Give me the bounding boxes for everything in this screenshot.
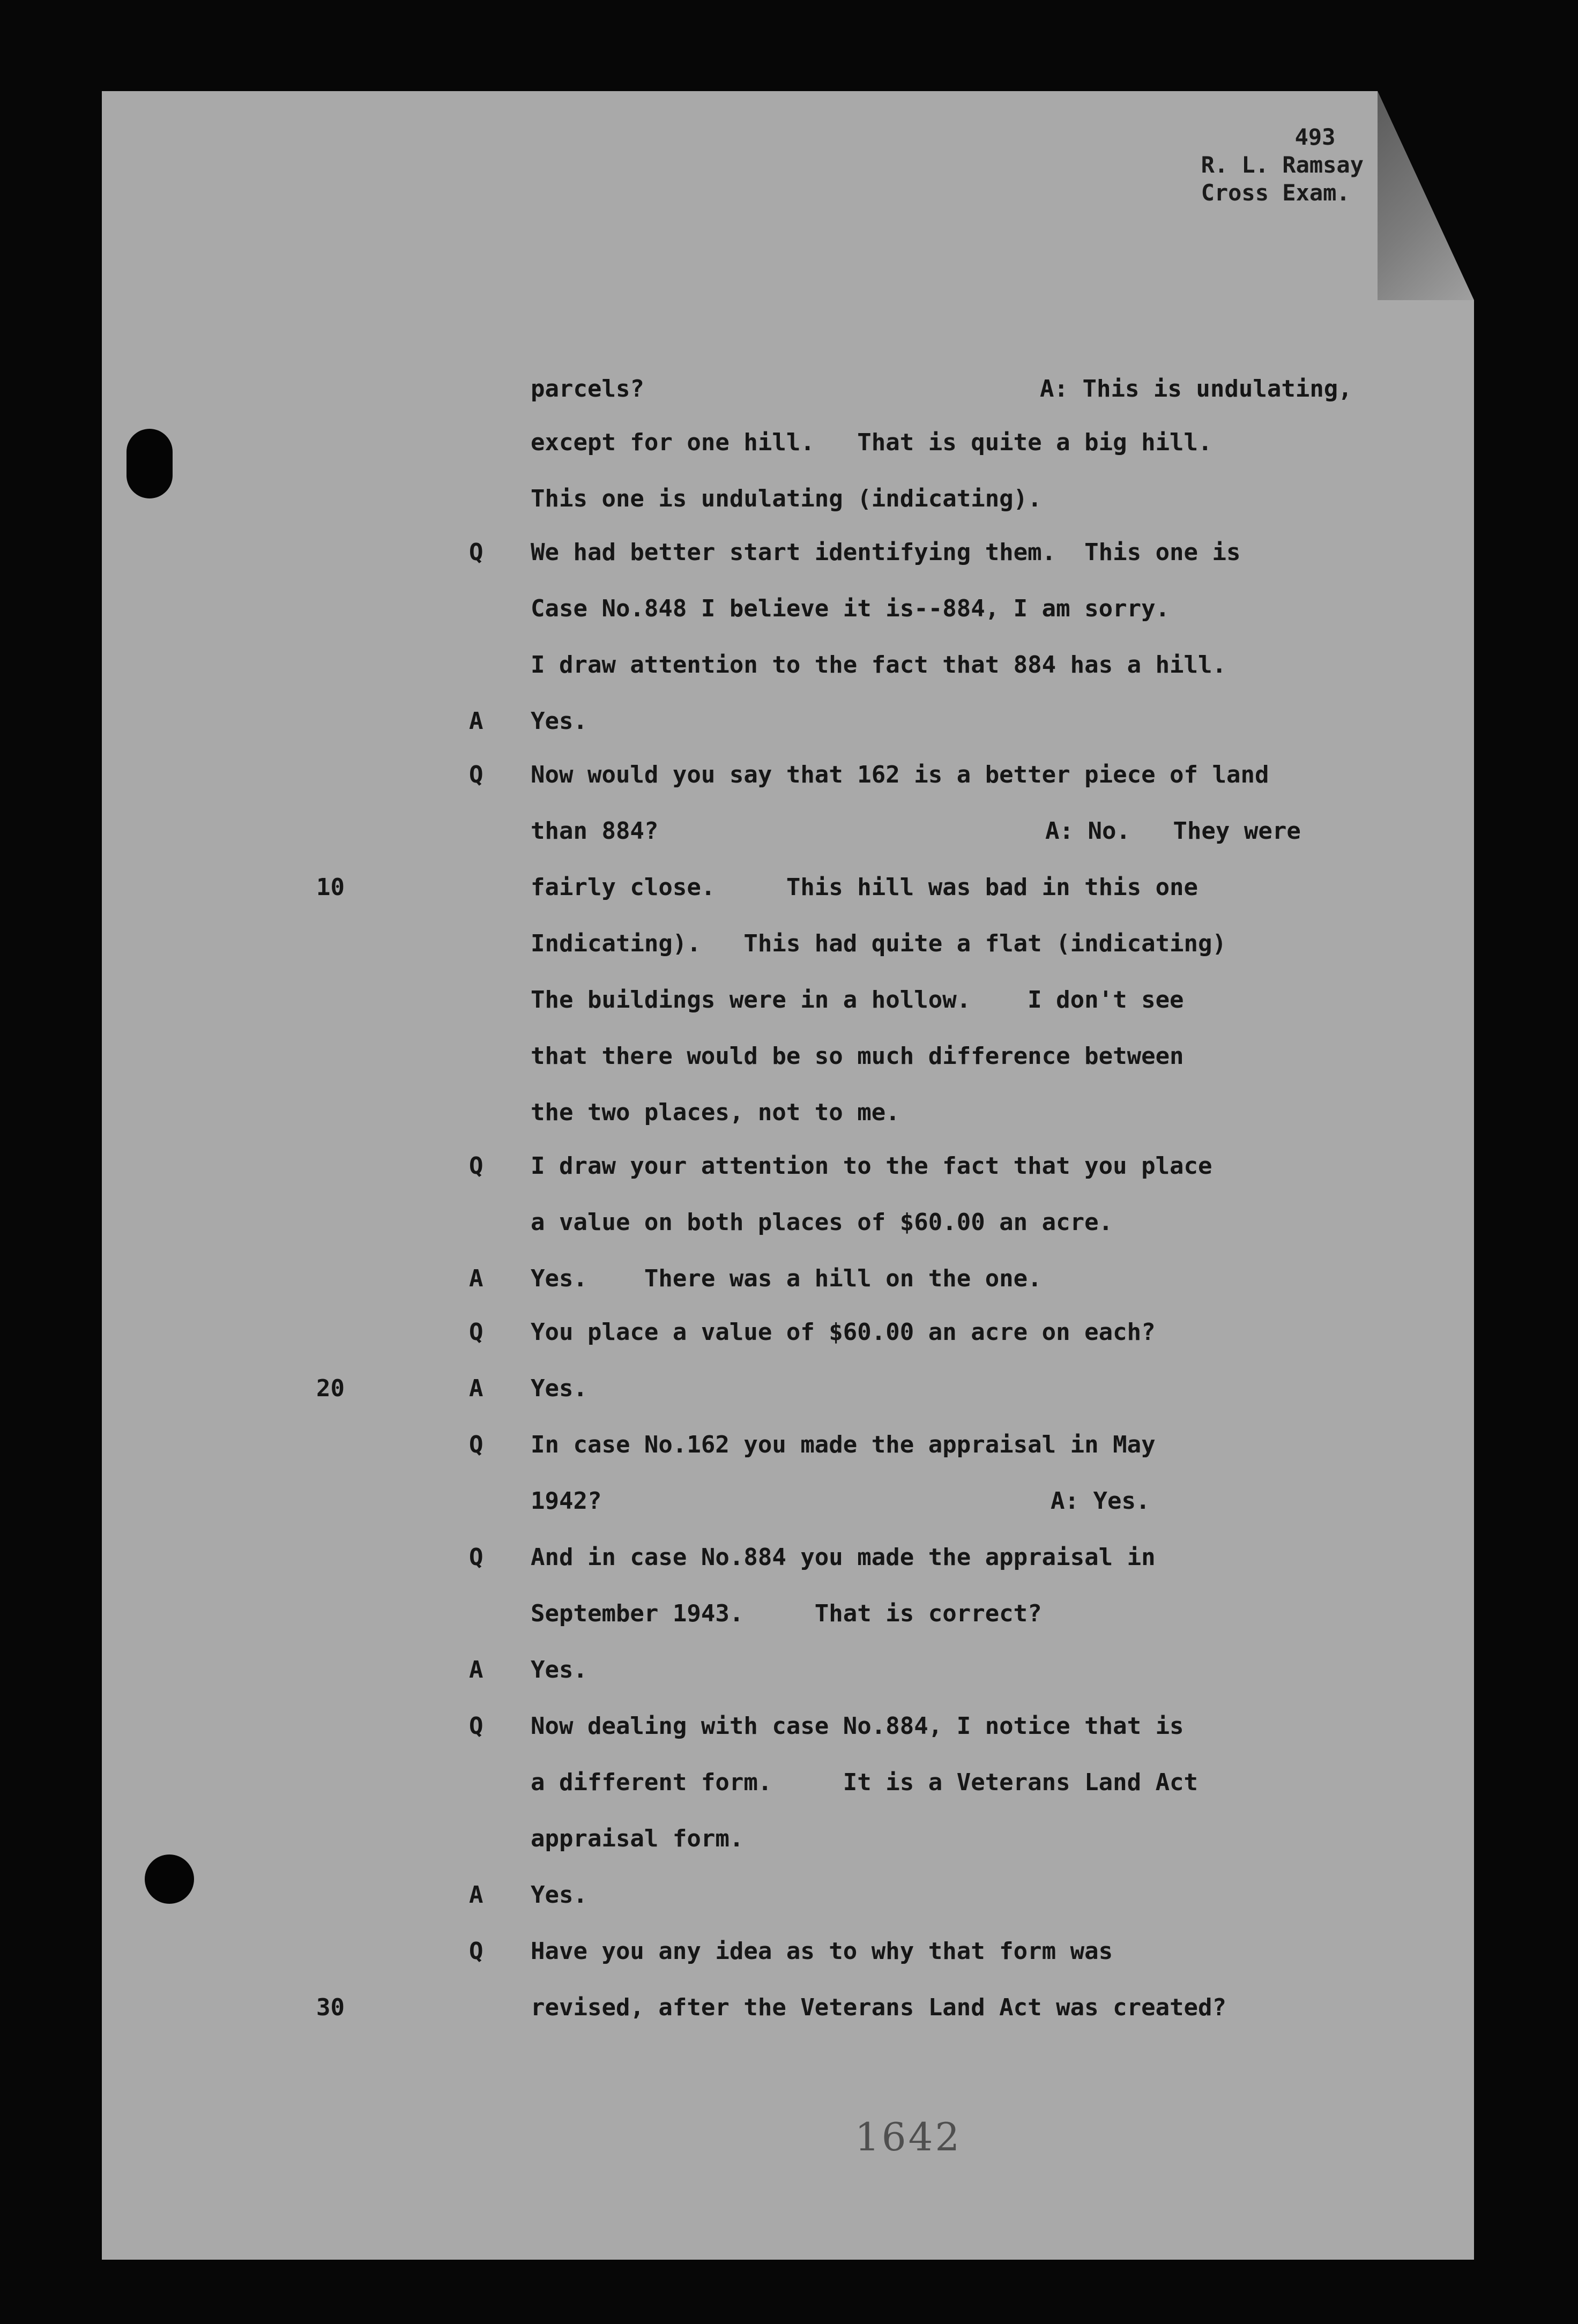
- transcript-line: [0, 1487, 1578, 1519]
- speaker-marker: Q: [469, 1712, 483, 1740]
- transcript-line: [0, 1099, 1578, 1131]
- speaker-marker: A: [469, 1656, 483, 1684]
- transcript-line: [0, 930, 1578, 962]
- exam-type: Cross Exam.: [1201, 180, 1350, 206]
- footer-stamp: 1642: [855, 2114, 962, 2159]
- transcript-line: [0, 1544, 1578, 1576]
- line-text: Yes. There was a hill on the one.: [531, 1265, 1042, 1292]
- transcript-line: [0, 986, 1578, 1018]
- line-text: Yes.: [531, 1881, 587, 1909]
- transcript-line: [0, 707, 1578, 740]
- folded-corner: [1378, 91, 1474, 300]
- transcript-line: [0, 1600, 1578, 1632]
- transcript-line: [0, 1265, 1578, 1297]
- speaker-marker: Q: [469, 539, 483, 566]
- transcript-line: [0, 1881, 1578, 1913]
- transcript-line: [0, 1769, 1578, 1801]
- line-text: Indicating). This had quite a flat (indicating): [531, 930, 1227, 957]
- line-text: a different form. It is a Veterans Land Act: [531, 1769, 1199, 1796]
- line-text: except for one hill. That is quite a big hill.: [531, 429, 1212, 456]
- speaker-marker: A: [469, 707, 483, 735]
- transcript-line: [0, 1712, 1578, 1745]
- page-header: [1201, 123, 1364, 207]
- line-text: Yes.: [531, 1375, 587, 1402]
- line-text: 1942?: [531, 1487, 602, 1515]
- speaker-marker: A: [469, 1265, 483, 1292]
- line-number: 10: [316, 874, 345, 901]
- line-text: parcels?: [531, 375, 644, 403]
- transcript-line: [0, 539, 1578, 571]
- speaker-marker: Q: [469, 1544, 483, 1571]
- transcript-line: [0, 485, 1578, 517]
- inline-answer: A: No. They were: [1045, 817, 1301, 845]
- line-text: revised, after the Veterans Land Act was created?: [531, 1994, 1227, 2021]
- line-text: the two places, not to me.: [531, 1099, 900, 1126]
- line-text: I draw your attention to the fact that you place: [531, 1152, 1212, 1180]
- transcript-line: [0, 1431, 1578, 1463]
- speaker-marker: A: [469, 1375, 483, 1402]
- line-text: You place a value of $60.00 an acre on each?: [531, 1319, 1156, 1346]
- transcript-line: [0, 874, 1578, 906]
- speaker-marker: Q: [469, 1319, 483, 1346]
- transcript-line: [0, 1319, 1578, 1351]
- line-text: I draw attention to the fact that 884 has a hill.: [531, 651, 1227, 679]
- line-text: appraisal form.: [531, 1825, 744, 1852]
- speaker-marker: A: [469, 1881, 483, 1909]
- line-text: The buildings were in a hollow. I don't see: [531, 986, 1184, 1014]
- speaker-marker: Q: [469, 1152, 483, 1180]
- speaker-marker: Q: [469, 761, 483, 788]
- transcript-line: [0, 1938, 1578, 1970]
- line-text: We had better start identifying them. This one is: [531, 539, 1241, 566]
- page-number: 493: [1294, 124, 1336, 150]
- transcript-line: [0, 1042, 1578, 1075]
- transcript-line: [0, 817, 1578, 850]
- transcript-line: [0, 761, 1578, 793]
- transcript-line: [0, 1152, 1578, 1185]
- line-text: Now would you say that 162 is a better piece of land: [531, 761, 1269, 788]
- transcript-line: [0, 1825, 1578, 1857]
- inline-answer: A: Yes.: [1051, 1487, 1150, 1515]
- transcript-line: [0, 1994, 1578, 2026]
- transcript-line: [0, 651, 1578, 683]
- line-text: fairly close. This hill was bad in this one: [531, 874, 1199, 901]
- line-number: 30: [316, 1994, 345, 2021]
- line-text: September 1943. That is correct?: [531, 1600, 1042, 1627]
- speaker-marker: Q: [469, 1938, 483, 1965]
- transcript-line: [0, 1209, 1578, 1241]
- line-text: This one is undulating (indicating).: [531, 485, 1042, 512]
- transcript-line: [0, 429, 1578, 461]
- line-text: Case No.848 I believe it is--884, I am sorry.: [531, 595, 1170, 622]
- transcript-line: [0, 595, 1578, 627]
- line-text: a value on both places of $60.00 an acre.: [531, 1209, 1113, 1236]
- line-text: that there would be so much difference between: [531, 1042, 1184, 1070]
- transcript-line: [0, 1375, 1578, 1407]
- line-text: Now dealing with case No.884, I notice that is: [531, 1712, 1184, 1740]
- inline-answer: A: This is undulating,: [1040, 375, 1352, 403]
- line-text: Have you any idea as to why that form was: [531, 1938, 1113, 1965]
- transcript-line: [0, 375, 1578, 407]
- line-text: And in case No.884 you made the appraisal in: [531, 1544, 1156, 1571]
- line-number: 20: [316, 1375, 345, 1402]
- transcript-line: [0, 1656, 1578, 1688]
- speaker-marker: Q: [469, 1431, 483, 1458]
- line-text: Yes.: [531, 707, 587, 735]
- line-text: Yes.: [531, 1656, 587, 1684]
- witness-name: R. L. Ramsay: [1201, 152, 1364, 178]
- line-text: In case No.162 you made the appraisal in May: [531, 1431, 1156, 1458]
- line-text: than 884?: [531, 817, 659, 845]
